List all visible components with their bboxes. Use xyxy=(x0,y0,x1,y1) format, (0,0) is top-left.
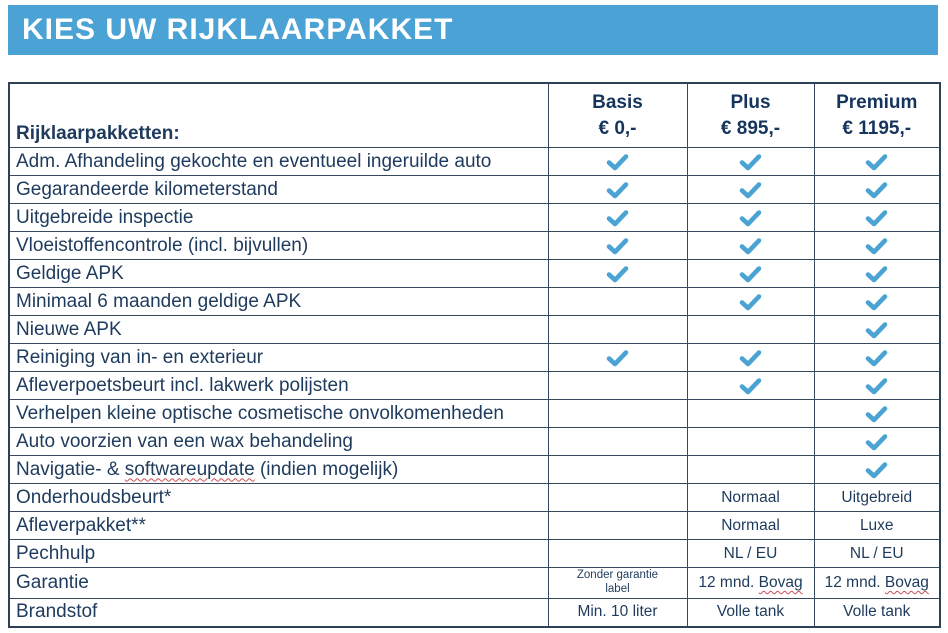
empty-cell xyxy=(687,400,814,428)
row-label: Garantie xyxy=(9,568,548,599)
empty-cell xyxy=(548,400,687,428)
package-value-cell: Volle tank xyxy=(814,598,940,627)
row-label: Geldige APK xyxy=(9,260,548,288)
table-row xyxy=(9,260,940,288)
check-icon xyxy=(692,237,810,255)
check-icon-cell xyxy=(548,232,687,260)
empty-cell xyxy=(548,540,687,568)
check-icon xyxy=(819,209,936,227)
check-icon-cell xyxy=(687,260,814,288)
column-header-premium xyxy=(814,83,940,148)
table-row xyxy=(9,204,940,232)
check-icon-cell xyxy=(814,232,940,260)
package-value-cell: Min. 10 liter xyxy=(548,598,687,627)
table-row xyxy=(9,372,940,400)
empty-cell xyxy=(548,316,687,344)
table-row xyxy=(9,512,940,540)
check-icon xyxy=(819,293,936,311)
row-label: Uitgebreide inspectie xyxy=(9,204,548,232)
package-comparison-table xyxy=(8,82,941,628)
row-header-label: Rijklaarpakketten: xyxy=(9,83,548,148)
check-icon-cell xyxy=(814,148,940,176)
check-icon xyxy=(819,349,936,367)
column-name: Basis xyxy=(592,91,643,113)
empty-cell xyxy=(687,456,814,484)
check-icon-cell xyxy=(814,372,940,400)
row-label: Pechhulp xyxy=(9,540,548,568)
package-value-cell: Normaal xyxy=(687,512,814,540)
check-icon-cell xyxy=(687,344,814,372)
title-bar xyxy=(8,5,938,55)
row-label: Navigatie- & softwareupdate (indien mogelijk) xyxy=(9,456,548,484)
column-name: Plus xyxy=(730,91,771,113)
column-name: Premium xyxy=(836,91,918,113)
empty-cell xyxy=(687,428,814,456)
check-icon-cell xyxy=(687,176,814,204)
check-icon-cell xyxy=(814,400,940,428)
package-value-cell: Zonder garantie label xyxy=(548,568,687,599)
check-icon xyxy=(692,377,810,395)
check-icon xyxy=(553,265,683,283)
table-row xyxy=(9,344,940,372)
row-label: Adm. Afhandeling gekochte en eventueel ingeruilde auto xyxy=(9,148,548,176)
package-value-cell: NL / EU xyxy=(687,540,814,568)
package-value-cell: 12 mnd. Bovag xyxy=(687,568,814,599)
row-label: Brandstof xyxy=(9,598,548,627)
check-icon xyxy=(553,237,683,255)
row-label: Nieuwe APK xyxy=(9,316,548,344)
table-row xyxy=(9,316,940,344)
column-price: € 1195,- xyxy=(842,117,912,139)
table-row xyxy=(9,176,940,204)
check-icon xyxy=(819,237,936,255)
check-icon-cell xyxy=(548,176,687,204)
row-label: Afleverpoetsbeurt incl. lakwerk polijsten xyxy=(9,372,548,400)
spellcheck-squiggle: softwareupdate xyxy=(124,458,255,480)
row-label: Gegarandeerde kilometerstand xyxy=(9,176,548,204)
row-label: Auto voorzien van een wax behandeling xyxy=(9,428,548,456)
table-row xyxy=(9,540,940,568)
check-icon-cell xyxy=(548,148,687,176)
check-icon-cell xyxy=(814,176,940,204)
check-icon xyxy=(553,153,683,171)
empty-cell xyxy=(548,428,687,456)
check-icon xyxy=(819,321,936,339)
check-icon-cell xyxy=(814,204,940,232)
check-icon-cell xyxy=(687,288,814,316)
check-icon-cell xyxy=(814,428,940,456)
check-icon xyxy=(692,265,810,283)
table-body xyxy=(9,148,940,627)
check-icon-cell xyxy=(687,372,814,400)
package-value-cell: NL / EU xyxy=(814,540,940,568)
empty-cell xyxy=(687,316,814,344)
table-row xyxy=(9,456,940,484)
check-icon-cell xyxy=(814,260,940,288)
check-icon xyxy=(553,209,683,227)
check-icon-cell xyxy=(687,232,814,260)
table-row xyxy=(9,598,940,627)
row-label: Afleverpakket** xyxy=(9,512,548,540)
check-icon-cell xyxy=(548,344,687,372)
check-icon-cell xyxy=(687,204,814,232)
check-icon xyxy=(692,293,810,311)
empty-cell xyxy=(548,512,687,540)
package-value-cell: Uitgebreid xyxy=(814,484,940,512)
row-label: Vloeistoffencontrole (incl. bijvullen) xyxy=(9,232,548,260)
check-icon xyxy=(819,461,936,479)
table-row xyxy=(9,400,940,428)
table-row xyxy=(9,484,940,512)
row-label: Onderhoudsbeurt* xyxy=(9,484,548,512)
check-icon xyxy=(819,153,936,171)
table-row xyxy=(9,428,940,456)
page-title: KIES UW RIJKLAARPAKKET xyxy=(22,13,454,46)
column-price: € 895,- xyxy=(720,117,781,139)
check-icon xyxy=(819,265,936,283)
row-label: Verhelpen kleine optische cosmetische onvolkomenheden xyxy=(9,400,548,428)
check-icon xyxy=(692,349,810,367)
package-value-cell: 12 mnd. Bovag xyxy=(814,568,940,599)
table-row xyxy=(9,288,940,316)
empty-cell xyxy=(548,484,687,512)
check-icon xyxy=(692,209,810,227)
check-icon xyxy=(692,153,810,171)
check-icon-cell xyxy=(687,148,814,176)
empty-cell xyxy=(548,456,687,484)
column-header-basis xyxy=(548,83,687,148)
empty-cell xyxy=(548,372,687,400)
table-header-row xyxy=(9,83,940,148)
package-value-cell: Volle tank xyxy=(687,598,814,627)
check-icon-cell xyxy=(814,344,940,372)
package-value-cell: Luxe xyxy=(814,512,940,540)
check-icon-cell xyxy=(814,316,940,344)
check-icon xyxy=(819,377,936,395)
check-icon-cell xyxy=(548,260,687,288)
check-icon xyxy=(692,181,810,199)
check-icon xyxy=(553,181,683,199)
spellcheck-squiggle: Bovag xyxy=(758,573,803,591)
check-icon-cell xyxy=(814,288,940,316)
check-icon xyxy=(819,405,936,423)
table-row xyxy=(9,232,940,260)
table-row xyxy=(9,148,940,176)
row-label: Minimaal 6 maanden geldige APK xyxy=(9,288,548,316)
empty-cell xyxy=(548,288,687,316)
check-icon-cell xyxy=(814,456,940,484)
column-price: € 0,- xyxy=(598,117,637,139)
table-row xyxy=(9,568,940,599)
spellcheck-squiggle: Bovag xyxy=(884,573,929,591)
check-icon xyxy=(553,349,683,367)
package-value-cell: Normaal xyxy=(687,484,814,512)
check-icon xyxy=(819,181,936,199)
column-header-plus xyxy=(687,83,814,148)
check-icon xyxy=(819,433,936,451)
row-label: Reiniging van in- en exterieur xyxy=(9,344,548,372)
check-icon-cell xyxy=(548,204,687,232)
